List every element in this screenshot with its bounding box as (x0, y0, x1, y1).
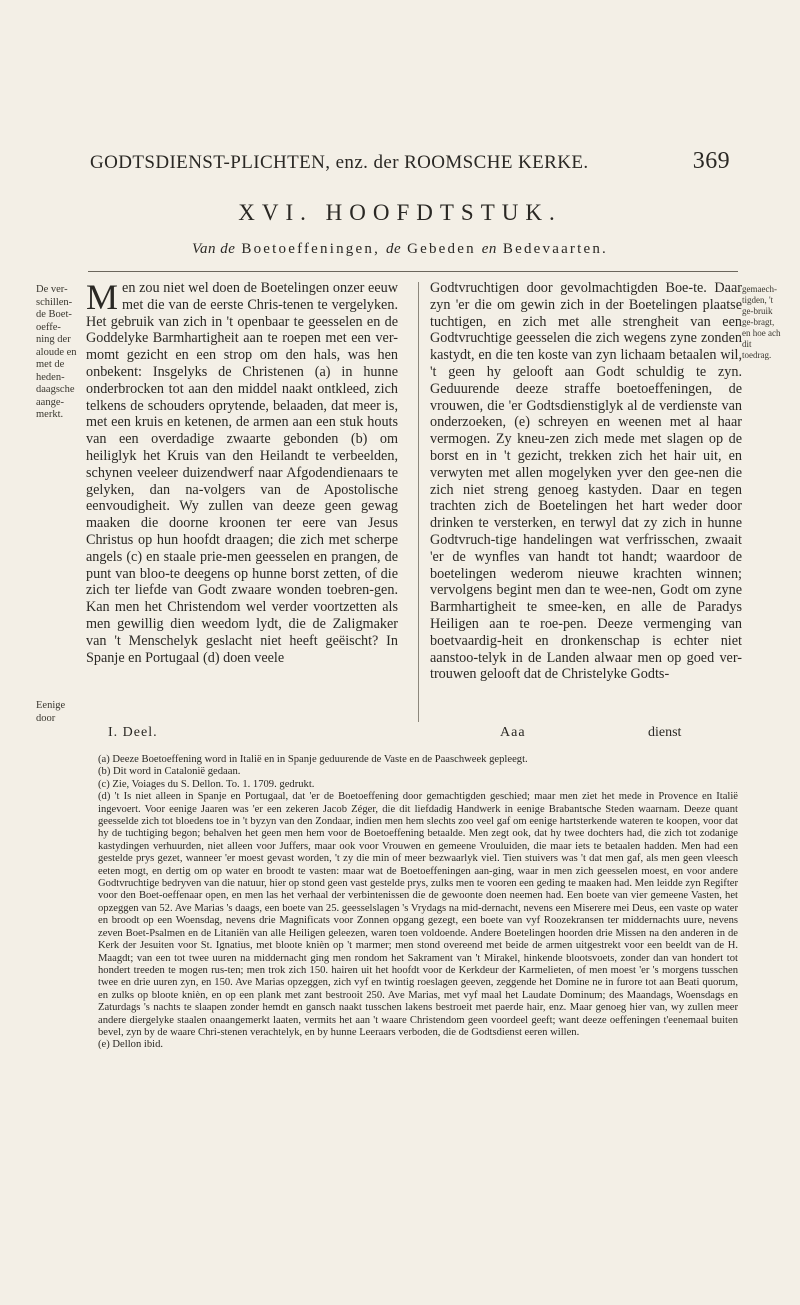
footnote-e: (e) Dellon ibid. (98, 1039, 164, 1051)
chapter-subtitle (0, 241, 800, 258)
subtitle-gebeden: Gebeden (407, 241, 476, 257)
heading-rule (88, 271, 738, 272)
footnote-a: (a) Deeze Boetoeffening word in Italië en in Spanje geduurende de Vaste en de Paaschweek gepleegt. (98, 754, 528, 765)
footnote-b: (b) Dit word in Catalonië gedaan. (98, 766, 241, 778)
page-number: 369 (692, 148, 730, 174)
footnote-c: (c) Zie, Voiages du S. Dellon. To. 1. 1709. gedrukt. (98, 778, 315, 790)
body-column-left (86, 277, 398, 666)
catchword: dienst (648, 725, 682, 740)
margin-note-left-1: De ver-schillen-de Boet-oeffe-ning der aloude en met de heden-daagsche aange-merkt. (36, 284, 77, 420)
chapter-heading: XVI. HOOFDTSTUK. (238, 200, 562, 225)
margin-note-right-1: gemaech-tigden, 't ge-bruik ge-bragt, en hoe ach dit toedrag. (742, 284, 781, 360)
running-head (90, 148, 730, 175)
subtitle-van: Van de (192, 241, 236, 257)
footnote-d: (d) 't Is niet alleen in Spanje en Portugaal, dat 'er de Boetoeffening door gemachtigden geschied; maar men ziet het mede in Provence en Italië ingevoert. Voor eenige Jaaren was 'er een zekeren Jacob Zéger, die dit liefdadig Handwerk in eenige Brabantsche Steden waarnam. Deeze quant geesselde zich tot bloedens toe in 't byzyn van den Zondaar, indien men hem slechts zoo veel gaf om eenige hartsterkende wateren te koopen, voor dat hy de tuchtiging begon; behalven het geen men hem voor de Boetoeffening betaalde. Men zegt ook, dat hy twee dochters had, die zich tot zodanige kastydingen verhuurden, niet alleen voor Juffers, maar ook voor Vrouwen en gemeene Vrouluiden, die maar iets te betaalen hadden. Men had een gestelde prys gezet, wanneer 'er moest gevast worden, 't zy die min of meer bezwaarlyk viel. Tien stuivers was 't dat men gaf, als men geen vleesch eeten mogt, en dertig om op water en broodt te vasten: maar wat de Boetoeffeningen aan-ging, waar in men zich geesselen moest, en voor andere Godtvruchtige bedryven van die natuur, hier op stond geen vast gestelde prys, zulks men te vooren een geding te maaken had. Men leidde zyn Regifter voor den Boet-oeffenaar open, en men las het verhaal der verbintenissen die de gewoonte doen neemen had. Een boete van vier gemeene Vasten, het opzeggen van 52. Ave Marias 's daags, een boete van 25. geesselslagen 's Vrydags na mid-dernacht, nevens een Miserere mei Deus, een vaste op water en broodt op een Woensdag, nevens drie Magnificats voor Zonnen opgang gezegt, een boete van vyf Roozekransen ter middernachts uure, nevens zeven Boet-Psalmen en de Litaniën van alle Heiligen geleezen, waren toen voldoende. Andere Boetelingen hoorden drie Missen na den anderen in de Kerk der Jesuiten voor St. Ignatius, met bloote knièn op 't marmer; men stond overeend met beide de armen uitgestrekt voor een beeldt van de H. Maagdt; van een tot twee uuren na middernacht ging men rondom het Sakrament van 't Mirakel, hinkende blootsvoets, zonder dan van hondert tot hondert treeden te mogen rus-ten; men trok zich 150. hairen uit het hoofdt voor de Kerkdeur der Karmelieten, of men moest 'er 's morgens tusschen twee en drie uuren zyn, en 150. Ave Marias opzeggen, zich vyf en twintig roeslagen geeven, zeggende het Domine ne in furore tot aan Beati quorum, en zulks op bloote knièn, en op een plank met zant bestrooit 250. Ave Marias, met vyf maal het Laudate Dominum; des Maandags, Woensdags en Zaturdags 's nachts te slaapen zonder hemdt en gansch naakt tusschen lakens bestroeit met paerde hair, enz. Maar genoeg hier van, wy zullen meer andere diergelyke staalen onaangemerkt laaten, vermits het aan 't waare Christendom geen voordeel geeft; want deeze oeffeningen t'eenemaal buiten bevel, zyn by de waare Chri-stenen verachtelyk, en by hunne Leeraars verboden, die de Godtsdienst eeren willen. (98, 791, 738, 1038)
drop-capital: M (86, 277, 119, 317)
subtitle-en: en (481, 241, 497, 257)
margin-note-left-2: Eenige door (36, 700, 66, 724)
part-signature: I. Deel. (108, 725, 158, 740)
quire-signature: Aaa (500, 725, 526, 740)
subtitle-boetoeffeningen: Boetoeffeningen, (241, 241, 381, 257)
subtitle-de: de (385, 241, 402, 257)
footnotes (98, 754, 738, 1052)
subtitle-bedevaarten: Bedevaarten. (502, 241, 608, 257)
right-column-text: Godtvruchtigen door gevolmachtigden Boe-te. Daar zyn 'er die om gewin zich in der Boetelingen plaatse tuchtigen, en zich met alle strengheit van een Godtvruchtige geesselen die zich wegens zyne zonden kastydt, en die ten koste van zyn lichaam betaalen wil, 't geen hy gelooft aan Godt schuldig te zyn. Geduurende deeze straffe boetoeffeningen, de vrouwen, die 'er Godtsdienstiglyk al de verdienste van onderzoeken, (e) schreyen en weenen met al haar vermogen. Zy kneu-zen zich mede met slagen op de borst en in 't gezicht, trekken zich het hair uit, en verwyten met allen mogelyken yver den gee-nen die zich niet streng genoeg kastyden. Daar en tegen trachten zich de Boetelingen het hart weder door drinken te versterken, en terwyl dat zy zich in hunne Godtvruch-tige handelingen wat verfrisschen, zwaait 'er de wynfles van handt tot handt; waardoor de boetelingen wederom nieuwe krachten winnen; vervolgens begint men dan te wee-nen, Godt om zyne Barmhartigheit te smee-ken, en alle de Paradys Heiligen aan te roe-pen. Deeze vermenging van boetvaardig-heit en dronkenschap is echter niet aanstoo-telyk in de Landen alwaar men op goed ver-trouwen gelooft dat de Christelyke Godts- (430, 280, 742, 683)
column-divider (418, 282, 419, 722)
running-title: GODTSDIENST-PLICHTEN, enz. der ROOMSCHE KERKE. (90, 152, 589, 173)
left-column-text: en zou niet wel doen de Boetelingen onzer eeuw met die van de eerste Chris-tenen te vergelyken. Het gebruik van zich in 't openbaar te geesselen en de Goddelyke Barmhartigheit aan te roepen met een ver-momt gezicht en een strop om den hals, was hen onbekent: Insgelyks de Christenen (a) in hunne onderbrocken tot aan den middel naakt ontkleed, zich telkens de schouders oprytende, belaaden, dat meer is, met een kruis en ketenen, de armen aan een stuk houts van een overdadige zwaarte gebonden (b) om heiliglyk het Kruis van den Heilandt te verbeelden, schynen veeleer duizendwerf naar Afgodendienaars te gelyken, dan na-volgers van de Apostolische eenvoudigheit. Wy zullen van deeze geen gewag maaken die doorne kroonen ter eere van Jesus Christus op hun hoofdt draagen; die zich met scherpe angels (c) en staale prie-men geesselen en prangen, de punt van bloo-te deegens op hunne borst zetten, of die zich ter liefde van Godt zwaare wonden toebren-gen. Kan men het Christendom wel verder voortzetten als men gewillig dien weedom lydt, die de Zaligmaker van 't Menschelyk geslacht niet heeft geëischt? In Spanje en Portugaal (d) doen veele (86, 280, 398, 666)
body-column-right (430, 280, 742, 683)
